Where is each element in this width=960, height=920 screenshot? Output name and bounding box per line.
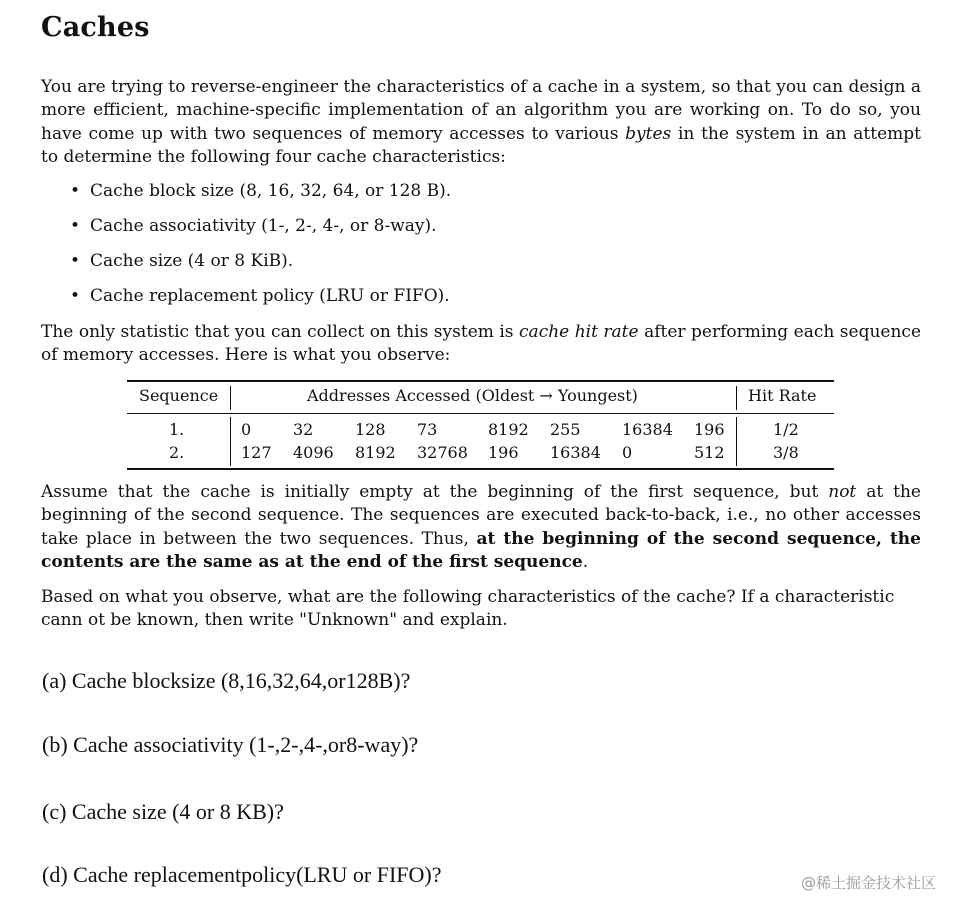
header-addresses: Addresses Accessed (Oldest → Youngest)	[307, 386, 638, 405]
intro-text-2: in the system in an attempt to determine the following four cache characteristics:	[41, 123, 921, 167]
assume-emphasis: not	[828, 482, 857, 502]
stat-emphasis: cache hit rate	[519, 322, 639, 342]
row-hit-rate: 3/8	[773, 443, 799, 462]
address-cell: 16384	[622, 420, 673, 439]
table-divider	[230, 386, 231, 410]
question-d: (d) Cache replacementpolicy(LRU or FIFO)?	[42, 862, 442, 887]
assumption-paragraph	[41, 481, 921, 574]
intro-text-1: You are trying to reverse-engineer the characteristics of a cache in a system, so that you can design a more efficient, machine-specific implementation of an algorithm you are working on. To do so, you have come up with two sequences of memory accesses to various	[41, 77, 921, 144]
address-cell: 32	[293, 420, 314, 439]
address-cell: 16384	[550, 443, 601, 462]
list-item: • Cache associativity (1-, 2-, 4-, or 8-way).	[70, 213, 451, 248]
address-cell: 8192	[488, 420, 529, 439]
list-item: • Cache size (4 or 8 KiB).	[70, 248, 451, 283]
characteristics-list	[70, 178, 451, 318]
header-sequence: Sequence	[139, 386, 219, 405]
question-a: (a) Cache blocksize (8,16,32,64,or128B)?	[42, 668, 411, 693]
address-cell: 0	[622, 443, 633, 462]
address-cell: 0	[241, 420, 252, 439]
list-item: • Cache block size (8, 16, 32, 64, or 128 B).	[70, 178, 451, 213]
address-cell: 8192	[355, 443, 396, 462]
row-sequence: 2.	[169, 443, 185, 462]
address-cell: 255	[550, 420, 581, 439]
row-sequence: 1.	[169, 420, 185, 439]
section-title: Caches	[41, 12, 150, 43]
address-cell: 512	[694, 443, 725, 462]
address-cell: 4096	[293, 443, 334, 462]
statistic-paragraph	[41, 321, 921, 368]
question-b: (b) Cache associativity (1-,2-,4-,or8-way)?	[42, 732, 419, 757]
header-hit-rate: Hit Rate	[748, 386, 817, 405]
assume-bold-text: at the beginning of the second sequence, the contents are the same as at the end of the first sequence	[41, 528, 921, 572]
address-cell: 128	[355, 420, 386, 439]
address-cell: 196	[488, 443, 519, 462]
table-divider	[230, 417, 231, 466]
assume-text-3: .	[582, 551, 589, 572]
table-header-rule	[127, 413, 834, 414]
address-cell: 32768	[417, 443, 468, 462]
table-divider	[736, 386, 737, 410]
table-bottom-rule	[127, 468, 834, 470]
assume-text-1: Assume that the cache is initially empty at the beginning of the first sequence, but	[41, 482, 829, 502]
row-hit-rate: 1/2	[773, 420, 799, 439]
stat-text-2: after performing each sequence of memory accesses. Here is what you observe:	[41, 322, 922, 366]
address-cell: 196	[694, 420, 725, 439]
stat-text-1: The only statistic that you can collect on this system is	[41, 322, 520, 342]
intro-paragraph	[41, 76, 921, 169]
instruction-paragraph: Based on what you observe, what are the following characteristics of the cache? If a characteristic cann ot be known, then write "Unknown" and explain.	[41, 587, 895, 631]
table-top-rule	[127, 380, 834, 382]
intro-emphasis: bytes	[625, 123, 672, 144]
address-cell: 127	[241, 443, 272, 462]
assume-text-2: at the beginning of the second sequence. The sequences are executed back-to-back, i.e., no other accesses take place in between the two sequences. Thus,	[41, 482, 921, 549]
list-item: • Cache replacement policy (LRU or FIFO).	[70, 283, 451, 318]
watermark: @稀土掘金技术社区	[800, 874, 936, 892]
question-c: (c) Cache size (4 or 8 KB)?	[42, 799, 284, 824]
table-divider	[736, 417, 737, 466]
address-cell: 73	[417, 420, 438, 439]
